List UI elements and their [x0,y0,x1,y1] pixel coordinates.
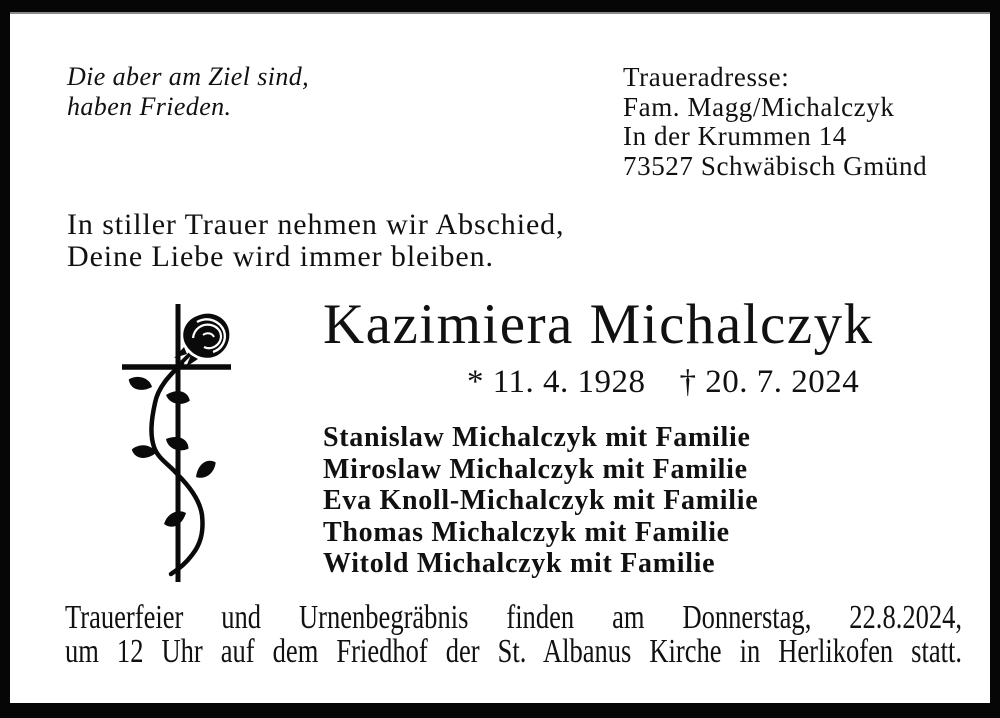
funeral-details-line2: um 12 Uhr auf dem Friedhof der St. Albanus Kirche in Herlikofen statt. [65,633,962,670]
mourning-address-line: Fam. Magg/Michalczyk [623,91,895,122]
mourning-address-line: 73527 Schwäbisch Gmünd [623,150,928,181]
mourning-address-line: In der Krummen 14 [623,121,847,151]
birth-date: * 11. 4. 1928 [467,364,646,400]
family-list-item: Eva Knoll-Michalczyk mit Familie [323,485,759,517]
mourning-address [623,63,927,181]
funeral-details [65,601,962,669]
family-list [323,422,758,580]
rose-bloom-icon [174,314,229,367]
death-date: † 20. 7. 2024 [679,364,860,400]
cross-rose-illustration [120,293,270,593]
family-list-item: Witold Michalczyk mit Familie [323,548,716,580]
intro-text-line1: In stiller Trauer nehmen wir Abschied, [67,208,565,241]
scripture-quote-line2: haben Frieden. [67,92,232,121]
funeral-details-line1: Trauerfeier und Urnenbegräbnis finden am Donnerstag, 22.8.2024, [65,599,962,636]
family-list-item: Thomas Michalczyk mit Familie [323,516,730,548]
deceased-name: Kazimiera Michalczyk [323,293,874,356]
obituary-clipping [10,12,990,703]
intro-text-line2: Deine Liebe wird immer bleiben. [67,240,494,273]
scripture-quote-line1: Die aber am Ziel sind, [67,62,310,91]
intro-text [67,209,564,273]
scripture-quote [67,62,309,122]
life-dates [467,364,859,400]
family-list-item: Miroslaw Michalczyk mit Familie [323,453,748,485]
rose-leaves [126,372,219,529]
mourning-address-label: Traueradresse: [623,62,790,92]
family-list-item: Stanislaw Michalczyk mit Familie [323,422,751,453]
